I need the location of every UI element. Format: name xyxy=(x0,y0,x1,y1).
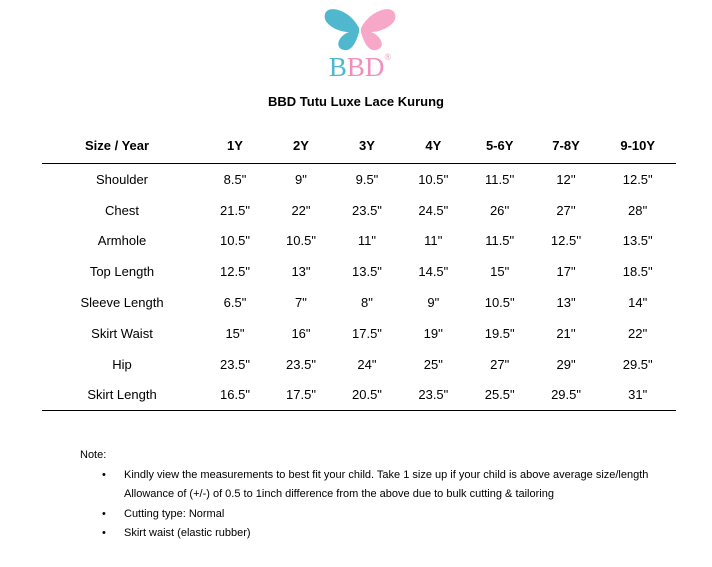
table-cell: 13" xyxy=(556,295,576,311)
table-cell: 20.5" xyxy=(352,387,382,403)
table-cell: 13" xyxy=(291,264,311,280)
row-label: Shoulder xyxy=(95,171,149,187)
table-cell: 15" xyxy=(490,264,510,280)
table-cell: 12.5" xyxy=(622,171,653,187)
table-cell: 12.5" xyxy=(220,264,250,280)
table-cell: 9.5" xyxy=(355,171,379,187)
column-header: 1Y xyxy=(227,138,243,153)
column-header: 7-8Y xyxy=(552,138,580,153)
table-cell: 25.5" xyxy=(484,387,515,403)
table-cell: 17.5" xyxy=(286,387,316,403)
list-item xyxy=(80,524,650,544)
table-cell: 25" xyxy=(423,356,443,372)
table-row xyxy=(42,164,676,195)
column-header: 4Y xyxy=(425,138,442,153)
table-cell: 13.5" xyxy=(622,233,653,249)
column-header: 3Y xyxy=(359,138,375,153)
table-cell: 16.5" xyxy=(220,387,250,403)
table-cell: 14.5" xyxy=(418,264,449,280)
notes-list xyxy=(80,466,650,544)
table-cell: 16" xyxy=(291,325,311,341)
table-cell: 29" xyxy=(556,356,576,372)
table-cell: 10.5" xyxy=(286,233,316,249)
table-cell: 24.5" xyxy=(418,202,449,218)
table-cell: 24" xyxy=(357,356,377,372)
bullet-icon: • xyxy=(102,527,106,539)
table-cell: 9" xyxy=(295,171,307,187)
table-row xyxy=(42,195,676,226)
list-item xyxy=(80,466,650,505)
table-cell: 6.5" xyxy=(223,295,247,311)
table-cell: 23.5" xyxy=(418,387,449,403)
table-cell: 23.5" xyxy=(220,356,250,372)
table-cell: 23.5" xyxy=(286,356,316,372)
table-cell: 19'' xyxy=(423,325,444,341)
column-header: Size / Year xyxy=(84,138,150,153)
notes-heading: Note: xyxy=(80,449,107,461)
brand-wordmark: BBD® xyxy=(328,52,392,82)
table-cell: 8" xyxy=(361,295,373,311)
table-cell: 7" xyxy=(295,295,307,311)
page-title: BBD Tutu Luxe Lace Kurung xyxy=(268,94,444,109)
row-label: Armhole xyxy=(97,233,147,249)
bullet-icon: • xyxy=(102,468,106,481)
table-cell: 17" xyxy=(556,264,576,280)
table-cell: 10.5'' xyxy=(418,171,449,187)
row-label: Top Length xyxy=(89,264,155,280)
table-cell: 29.5" xyxy=(622,356,653,372)
butterfly-icon xyxy=(322,6,398,52)
row-label: Skirt Waist xyxy=(91,325,153,341)
table-row xyxy=(42,318,676,349)
row-label: Sleeve Length xyxy=(80,295,164,311)
table-cell: 21.5" xyxy=(220,202,250,218)
note-text: Kindly view the measurements to best fit your child. Take 1 size up if your child is above average size/length Allowance of (+/-) of 0.5 to 1inch difference from the above due to bulk cutting & tailoring xyxy=(124,468,649,500)
bullet-icon: • xyxy=(102,507,106,520)
table-cell: 17.5" xyxy=(352,325,382,341)
table-cell: 9" xyxy=(427,295,440,311)
table-row xyxy=(42,256,676,287)
row-label: Skirt Length xyxy=(87,387,157,403)
table-cell: 27" xyxy=(490,356,510,372)
table-cell: 8.5" xyxy=(223,171,247,187)
notes-section xyxy=(80,446,650,544)
table-cell: 11'' xyxy=(424,233,443,249)
column-header: 9-10Y xyxy=(620,138,656,153)
table-cell: 14" xyxy=(628,295,648,311)
note-text: Skirt waist (elastic rubber) xyxy=(124,527,251,539)
brand-logo xyxy=(318,6,402,80)
table-cell: 13.5" xyxy=(352,264,382,280)
table-cell: 15" xyxy=(225,325,245,341)
note-text: Cutting type: Normal xyxy=(124,507,225,520)
table-cell: 31" xyxy=(628,387,648,403)
table-cell: 28'' xyxy=(627,202,648,218)
row-label: Hip xyxy=(112,356,132,372)
table-cell: 22" xyxy=(291,202,311,218)
table-row xyxy=(42,287,676,318)
table-cell: 10.5" xyxy=(484,295,515,311)
table-cell: 29.5" xyxy=(551,387,581,403)
table-row xyxy=(42,349,676,380)
table-cell: 26'' xyxy=(489,202,510,218)
table-cell: 21'' xyxy=(556,325,576,341)
row-label: Chest xyxy=(105,202,139,218)
table-cell: 11.5" xyxy=(485,233,515,249)
column-header: 2Y xyxy=(293,138,309,153)
table-cell: 12.5'' xyxy=(550,233,582,249)
size-chart-table xyxy=(42,128,676,411)
table-cell: 11.5'' xyxy=(485,171,515,187)
table-cell: 12'' xyxy=(556,171,576,187)
column-header: 5-6Y xyxy=(485,138,514,153)
table-cell: 23.5" xyxy=(352,202,382,218)
table-header-row xyxy=(42,128,676,164)
table-cell: 10.5" xyxy=(220,233,250,249)
table-row xyxy=(42,380,676,411)
table-cell: 22'' xyxy=(627,325,648,341)
list-item xyxy=(80,505,650,525)
table-cell: 19.5" xyxy=(484,325,515,341)
table-cell: 11" xyxy=(357,233,377,249)
table-cell: 27'' xyxy=(556,202,576,218)
table-row xyxy=(42,226,676,257)
table-cell: 18.5" xyxy=(622,264,653,280)
